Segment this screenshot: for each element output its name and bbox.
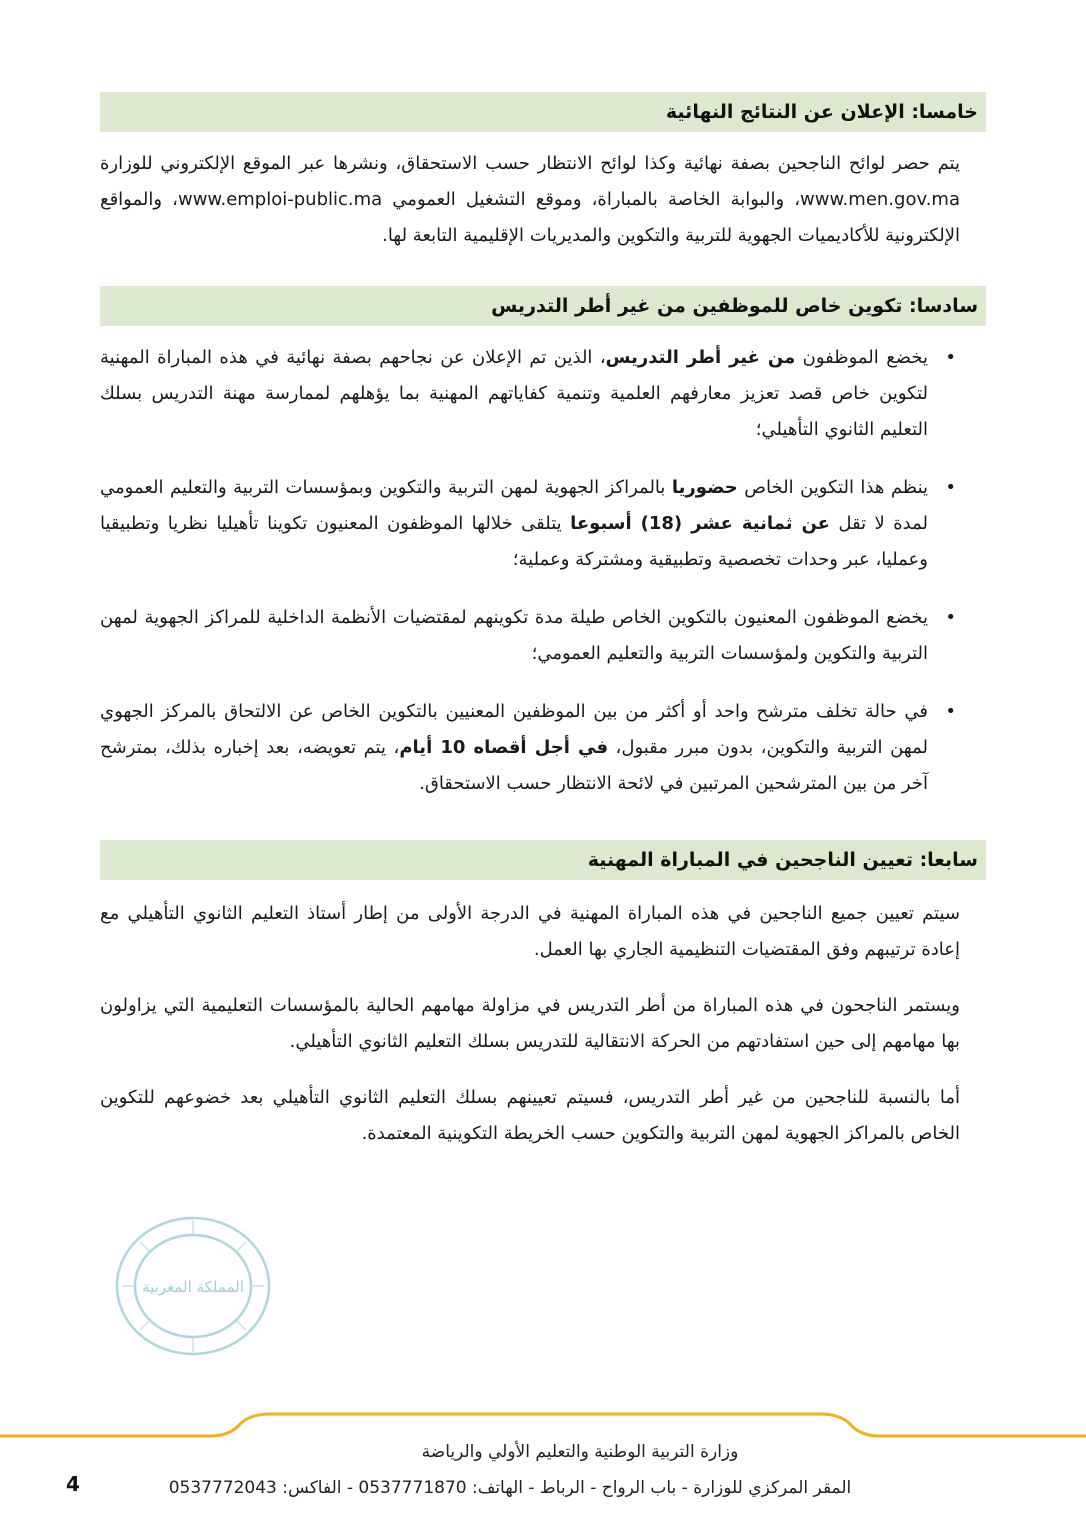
footer-ministry-name: وزارة التربية الوطنية والتعليم الأولي والرياضة — [421, 1442, 739, 1462]
svg-text:المملكة المغربية: المملكة المغربية — [142, 1278, 244, 1296]
section-header-results — [100, 92, 986, 132]
appointment-paragraph-2: ويستمر الناجحون في هذه المباراة من أطر التدريس في مزاولة مهامهم الحالية بالمؤسسات التعليمية التي يزاولون بها مهامهم إلى حين استفادتهم من الحركة الانتقالية للتدريس بسلك التعليم الثانوي التأهيلي. — [100, 995, 960, 1052]
official-stamp-icon — [112, 1212, 274, 1360]
bullet-icon: • — [945, 477, 956, 498]
section-title: خامسا: الإعلان عن النتائج النهائية — [665, 101, 978, 123]
section-header-appointment — [100, 840, 986, 880]
appointment-paragraph-3: أما بالنسبة للناجحين من غير أطر التدريس، فسيتم تعيينهم بسلك التعليم الثانوي التأهيلي بعد خضوعهم للتكوين الخاص بالمراكز الجهوية لمهن التربية والتكوين حسب الخريطة التكوينية المعتمدة. — [100, 1087, 960, 1144]
section-header-training — [100, 286, 986, 326]
footer-address: المقر المركزي للوزارة - باب الرواح - الرباط - الهاتف: 0537771870 - الفاكس: 0537772043 — [168, 1478, 852, 1498]
page-number: 4 — [66, 1472, 80, 1496]
training-bullet-list — [100, 340, 960, 802]
bullet-icon: • — [945, 347, 956, 368]
appointment-paragraph-1: سيتم تعيين جميع الناجحين في هذه المباراة المهنية في الدرجة الأولى من إطار أستاذ التعليم الثانوي التأهيلي مع إعادة ترتيبهم وفق المقتضيات التنظيمية الجاري بها العمل. — [100, 903, 960, 960]
ministry-website-link[interactable]: www.men.gov.ma — [800, 189, 960, 210]
bullet-icon: • — [945, 701, 956, 722]
section-title: سابعا: تعيين الناجحين في المباراة المهنية — [587, 849, 978, 871]
list-item: • ينظم هذا التكوين الخاص حضوريا بالمراكز الجهوية لمهن التربية والتكوين وبمؤسسات التربية والتعليم العمومي لمدة لا تقل عن ثمانية عشر (18) أسبوعا يتلقى خلالها الموظفون المعنيون تكوينا تأهيليا نظريا وتطبيقيا وعمليا، عبر وحدات تخصصية وتطبيقية ومشتركة وعملية؛ — [100, 470, 960, 578]
list-item: • في حالة تخلف مترشح واحد أو أكثر من بين الموظفين المعنيين بالتكوين الخاص عن الالتحاق بالمركز الجهوي لمهن التربية والتكوين، بدون مبرر مقبول، في أجل أقصاه 10 أيام، يتم تعويضه، بعد إخباره بذلك، بمترشح آخر من بين المترشحين المرتبين في لائحة الانتظار حسب الاستحقاق. — [100, 694, 960, 802]
list-item: • يخضع الموظفون من غير أطر التدريس، الذين تم الإعلان عن نجاحهم بصفة نهائية في هذه المباراة المهنية لتكوين خاص قصد تعزيز معارفهم العلمية وتنمية كفاياتهم المهنية بما يؤهلهم لممارسة مهنة التدريس بسلك التعليم الثانوي التأهيلي؛ — [100, 340, 960, 448]
section-title: سادسا: تكوين خاص للموظفين من غير أطر التدريس — [491, 295, 978, 317]
results-paragraph: يتم حصر لوائح الناجحين بصفة نهائية وكذا لوائح الانتظار حسب الاستحقاق، ونشرها عبر الموقع الإلكتروني للوزارة www.men.gov.ma، والبوابة الخاصة بالمباراة، وموقع التشغيل العمومي www.emploi-public.ma، والمواقع الإلكترونية للأكاديميات الجهوية للتربية والتكوين والمديريات الإقليمية التابعة لها. — [100, 153, 960, 246]
emploi-public-website-link[interactable]: www.emploi-public.ma — [177, 189, 383, 210]
bullet-icon: • — [945, 607, 956, 628]
list-item: • يخضع الموظفون المعنيون بالتكوين الخاص طيلة مدة تكوينهم لمقتضيات الأنظمة الداخلية للمراكز الجهوية لمهن التربية والتكوين ولمؤسسات التربية والتعليم العمومي؛ — [100, 600, 960, 672]
